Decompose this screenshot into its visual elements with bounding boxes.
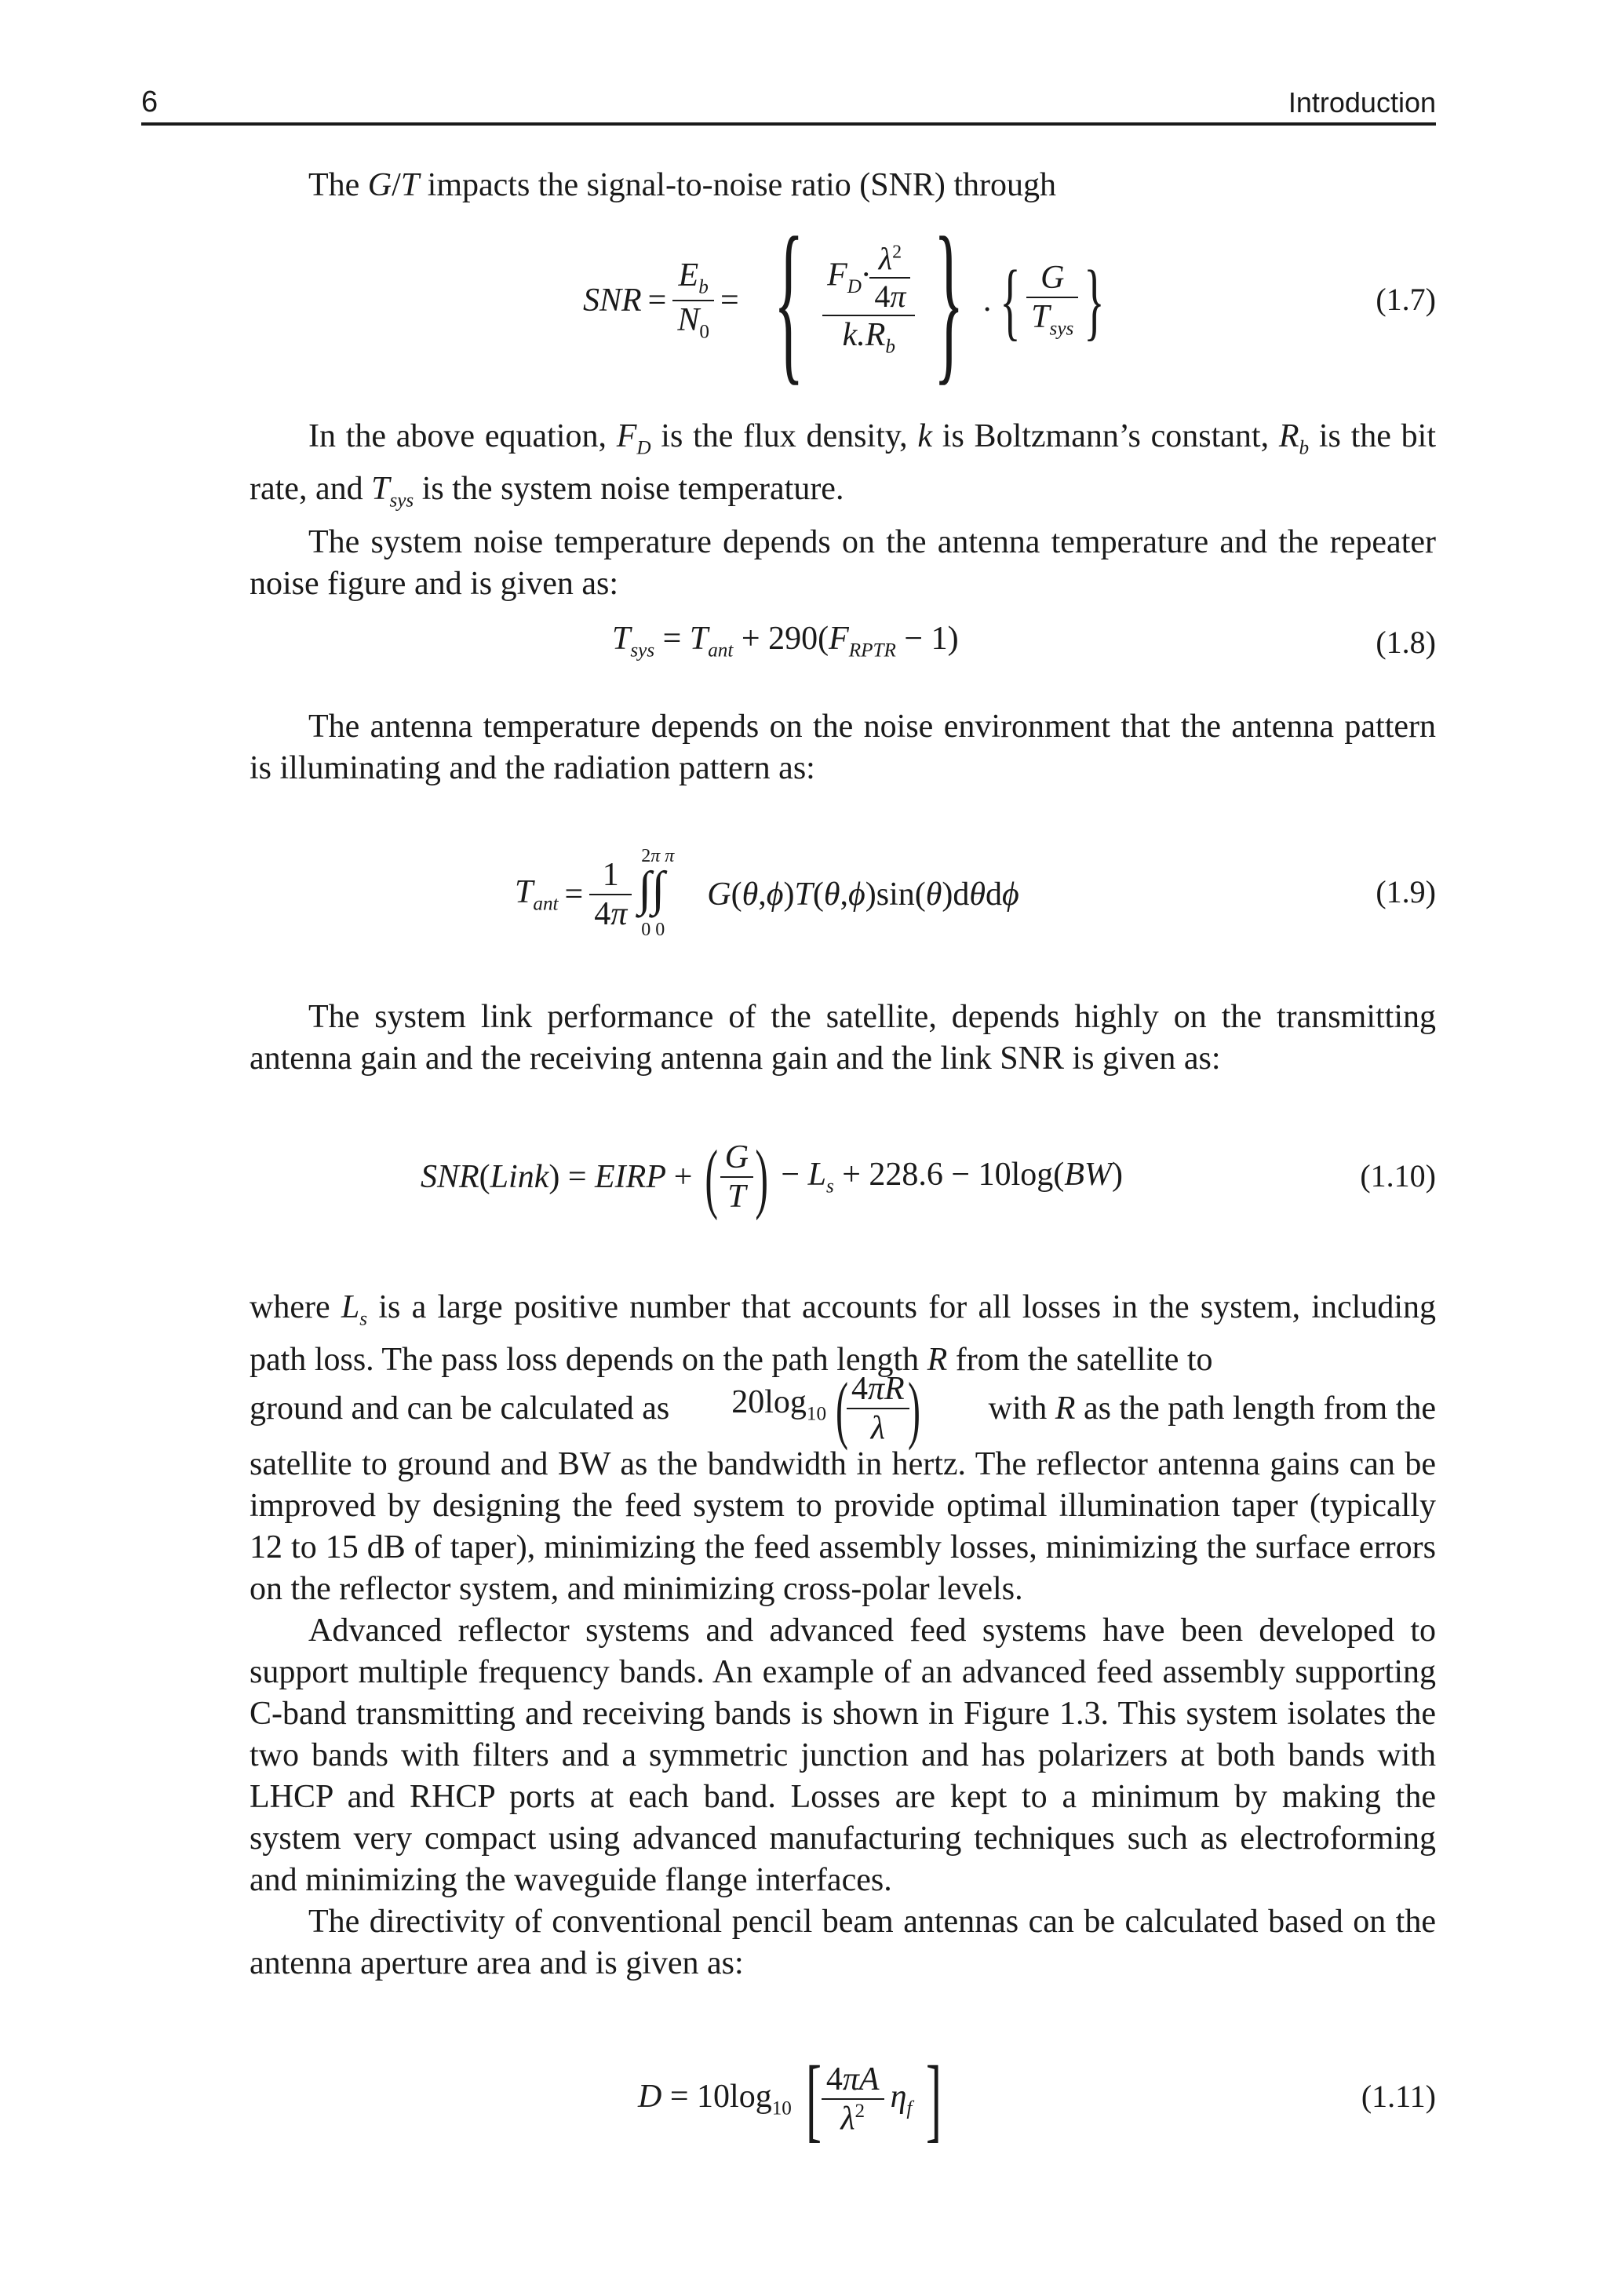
paragraph-7: Advanced reflector systems and advanced feed systems have been developed to support multiple frequency bands. An example of an advanced feed assembly supporting C-band transmitting and receiving bands is shown in Figure 1.3. This system isolates the two bands with filters and a symmetric junction and has polarizers at both bands with LHCP and RHCP ports at each band. Losses are kept to a minimum by making the system very compact using advanced manufacturing techniques such as electroforming and minimizing the waveguide flange interfaces.: [250, 1613, 1436, 1898]
paragraph-1: The G/T impacts the signal-to-noise ratio (SNR) through: [308, 167, 1057, 203]
paragraph-6-post: with R as the path length from the: [988, 1390, 1436, 1427]
equation-number: (1.10): [1360, 1158, 1436, 1194]
paragraph-2: In the above equation, $F_D$ is the flux density, k is Boltzmann’s constant, $R_b$ is the bit rate, and $T_{sys}$ is the system noise temperature. The system noise temperature depends on the antenna temperature and the repeater noise figure and is given as:: [250, 416, 1436, 605]
equation-1-8-body: $T_{sys} = T_{ant} + 290(F_{RPTR} - 1)$: [612, 621, 959, 661]
path-loss-formula: $20\log_{10}$ ( $\frac{4\pi R}{\lambda}$ ): [731, 1366, 920, 1451]
equation-1-7-body: SNR = $\frac{E_b}{N_0}$ = { $F_D\cdot$ $\frac{\lambda^2}{4\pi}$ $k.R_b$ } . { $\frac{G}{T_{sys}}$ }: [583, 199, 1105, 400]
paragraph-8: The directivity of conventional pencil beam antennas can be calculated based on the antenna aperture area and is given as:: [250, 1904, 1436, 1981]
paragraph-6-line: [250, 1365, 1436, 1452]
paragraph-5: The system link performance of the satellite, depends highly on the transmitting antenna gain and the receiving antenna gain and the link SNR is given as:: [250, 999, 1436, 1077]
paragraph-6: where $L_s$ is a large positive number that accounts for all losses in the system, including path loss. The pass loss depends on the path length R from the satellite to: [250, 1289, 1436, 1379]
equation-1-11-body: $D = 10\log_{10}$ [ $\frac{4\pi A}{\lambda^2}$ $\eta_f$ ]: [638, 2046, 942, 2151]
paragraph-6-rest: [250, 1444, 1436, 1984]
paragraph-3: The system noise temperature depends on the antenna temperature and the repeater noise figure and is given as:: [250, 523, 1436, 602]
equation-1-9-body: $T_{ant}$ = $\frac{1}{4\pi}$ 2π π ∫∫ 0 0 G(θ,ϕ)T(θ,ϕ)sin(θ)dθdϕ: [515, 846, 1019, 940]
paragraph-4: The antenna temperature depends on the noise environment that the antenna pattern is illuminating and the radiation pattern as:: [250, 709, 1436, 786]
equation-number: (1.8): [1376, 625, 1436, 660]
paragraph-6-tail: satellite to ground and BW as the bandwidth in hertz. The reflector antenna gains can be improved by designing the feed system to provide optimal illumination taper (typically 12 to 15 dB of taper), minimizing the feed assembly losses, minimizing the surface errors on the reflector system, and minimizing cross-polar levels.: [250, 1446, 1436, 1607]
equation-1-10-body: SNR(Link) = EIRP + ( $\frac{G}{T}$ ) − $L_s + 228.6 - 10\log(BW)$: [421, 1133, 1123, 1221]
equation-number: (1.7): [1376, 282, 1436, 317]
equation-number: (1.11): [1361, 2079, 1436, 2114]
equation-1-11: [250, 2048, 1436, 2150]
page-number: 6: [141, 86, 159, 118]
page-header: [141, 86, 1436, 126]
paragraph-6-pre: ground and can be calculated as: [250, 1390, 670, 1427]
equation-1-9: [250, 844, 1436, 946]
equation-1-10: [250, 1130, 1436, 1224]
equation-1-7: [250, 199, 1436, 400]
running-head: Introduction: [1288, 86, 1436, 118]
equation-1-8: [250, 620, 1436, 667]
equation-number: (1.9): [1376, 874, 1436, 909]
